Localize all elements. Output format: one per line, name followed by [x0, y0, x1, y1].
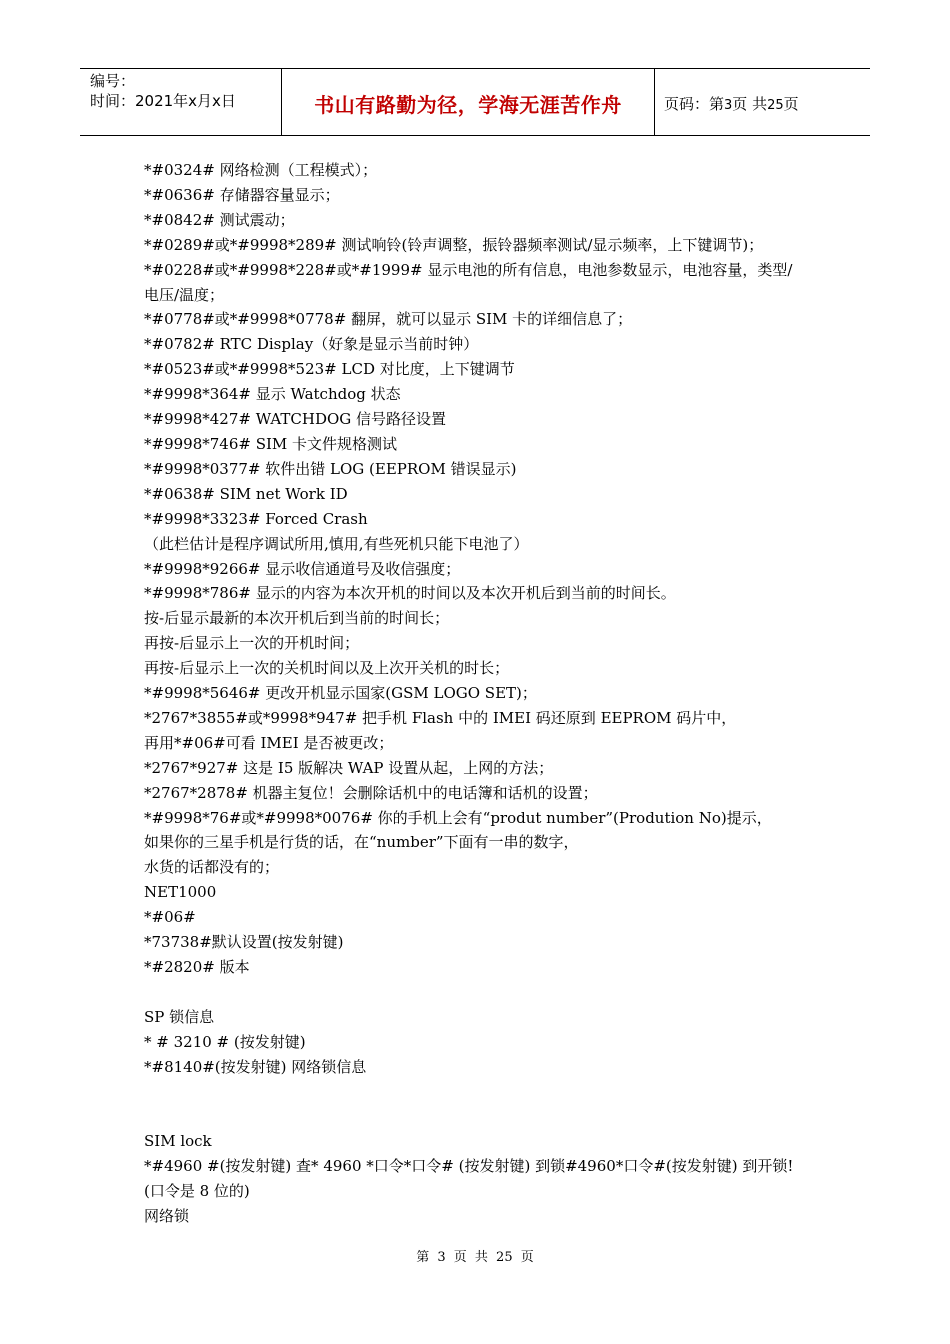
body-line: 电压/温度； [144, 285, 225, 304]
body-line: (口令是 8 位的) [144, 1182, 250, 1201]
body-line: *#0638# SIM net Work ID [144, 484, 348, 503]
body-line: *#0523#或*#9998*523# LCD 对比度，上下键调节 [144, 360, 515, 379]
body-line [144, 1080, 824, 1105]
body-line: 再按-后显示上一次的关机时间以及上次开关机的时长； [144, 659, 510, 678]
header-page-indicator [664, 93, 799, 114]
body-line: *#9998*76#或*#9998*0076# 你的手机上会有“produt number”(Prodution No)提示， [144, 808, 772, 827]
document-number-label: 编号： [90, 72, 136, 90]
body-line: * # 3210 # (按发射键) [144, 1032, 306, 1051]
body-line: *#0228#或*#9998*228#或*#1999# 显示电池的所有信息，电池参数显示，电池容量，类型/ [144, 260, 793, 279]
header-motto: 书山有路勤为径，学海无涯苦作舟 [314, 93, 622, 117]
header-meta [90, 71, 236, 111]
body-line: *#9998*427# WATCHDOG 信号路径设置 [144, 410, 447, 429]
body-line [144, 980, 824, 1005]
body-line: *#9998*9266# 显示收信通道号及收信强度； [144, 559, 461, 578]
body-line: 按-后显示最新的本次开机后到当前的时间长； [144, 609, 450, 628]
page-prefix: 页码：第 [664, 95, 725, 113]
body-line: *#4960 #(按发射键) 查* 4960 *口令*口令# (按发射键) 到锁#4960*口令#(按发射键) 到开锁! [144, 1157, 794, 1176]
body-line: *#0289#或*#9998*289# 测试响铃(铃声调整，振铃器频率测试/显示频率，上下键调节)； [144, 235, 764, 254]
body-line: *#2820# 版本 [144, 958, 250, 976]
body-line: *#0636# 存储器容量显示； [144, 185, 340, 204]
page-current: 3 [724, 98, 733, 113]
body-line: *2767*2878# 机器主复位！会删除话机中的电话簿和话机的设置； [144, 783, 598, 802]
body-line: *2767*927# 这是 I5 版解决 WAP 设置从起，上网的方法； [144, 758, 554, 777]
header-divider [654, 69, 655, 135]
body-line: 网络锁 [144, 1207, 190, 1226]
body-line: *#9998*364# 显示 Watchdog 状态 [144, 385, 401, 404]
body-line: *#8140#(按发射键) 网络锁信息 [144, 1057, 367, 1076]
body-line: *#9998*786# 显示的内容为本次开机的时间以及本次开机后到当前的时间长。 [144, 584, 676, 603]
body-line: SIM lock [144, 1132, 212, 1151]
body-line: *#0324# 网络检测（工程模式）； [144, 161, 378, 179]
body-line: 再用*#06#可看 IMEI 是否被更改； [144, 733, 394, 752]
body-line: *#0842# 测试震动； [144, 210, 295, 229]
page-mid: 页 共 [732, 95, 768, 113]
page-total: 25 [767, 98, 784, 113]
body-line: *#9998*3323# Forced Crash [144, 509, 368, 528]
page-header [80, 68, 870, 136]
body-line: （此栏估计是程序调试所用,慎用,有些死机只能下电池了） [144, 534, 529, 553]
body-line: NET1000 [144, 883, 217, 902]
document-date: 时间：2021年x月x日 [90, 92, 236, 110]
body-line: 水货的话都没有的； [144, 858, 280, 877]
body-line: 再按-后显示上一次的开机时间； [144, 634, 360, 653]
body-line: *#0778#或*#9998*0778# 翻屏，就可以显示 SIM 卡的详细信息了； [144, 310, 633, 329]
body-line: *#9998*5646# 更改开机显示国家(GSM LOGO SET)； [144, 684, 537, 703]
body-line: *#9998*0377# 软件出错 LOG (EEPROM 错误显示) [144, 459, 517, 478]
body-line: 如果你的三星手机是行货的话，在“number”下面有一串的数字， [144, 833, 579, 852]
page-suffix: 页 [783, 95, 799, 113]
body-line: *#0782# RTC Display（好象是显示当前时钟） [144, 335, 479, 354]
body-line: *#9998*746# SIM 卡文件规格测试 [144, 434, 398, 453]
body-line: SP 锁信息 [144, 1007, 215, 1026]
body-line: *#06# [144, 908, 196, 927]
body-line: *2767*3855#或*9998*947# 把手机 Flash 中的 IMEI 码还原到 EEPROM 码片中， [144, 708, 737, 727]
body-line [144, 1104, 824, 1129]
page-footer: 第 3 页 共 25 页 [416, 1250, 534, 1265]
body-line: *73738#默认设置(按发射键) [144, 933, 344, 952]
document-body [144, 158, 824, 1229]
